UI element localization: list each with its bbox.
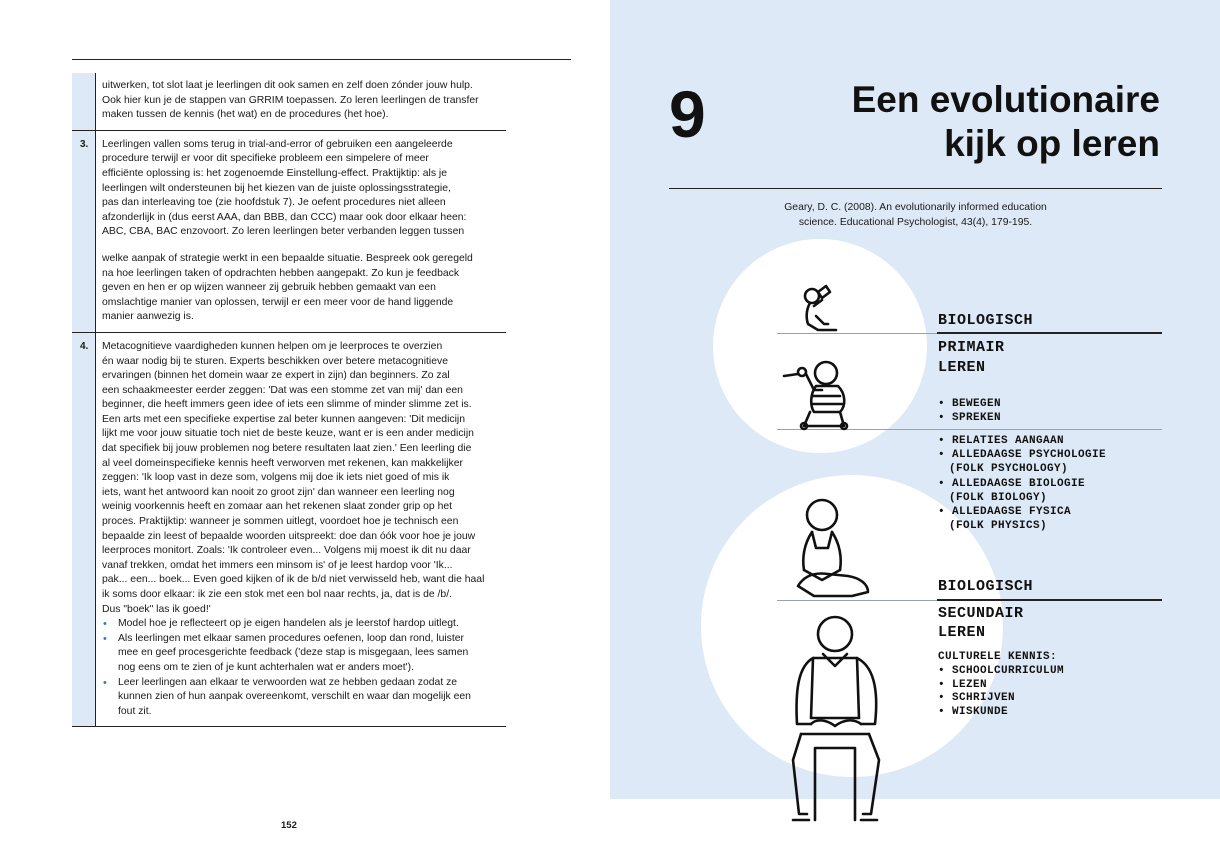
baby-head [805, 289, 819, 303]
list-item: • SCHRIJVEN [938, 692, 1016, 705]
secondary-heading-3: LEREN [938, 624, 986, 641]
list-item: (FOLK PSYCHOLOGY) [949, 463, 1069, 476]
text-line: • Als leerlingen met elkaar samen procedures oefenen, loop dan rond, luister [118, 632, 464, 644]
list-item: • SPREKEN [938, 412, 1002, 425]
bullet-item [102, 632, 504, 676]
girl-head [807, 500, 837, 530]
text-line: leerproces monitort. Zoals: 'Ik controleer even... Volgens mij moest ik dit nu daar [102, 545, 471, 557]
page-number: 152 [281, 820, 297, 831]
adult-hands [811, 720, 861, 726]
primary-list-b [938, 434, 1106, 533]
microphone-cable [784, 374, 798, 376]
text-line: kunnen zien of hun aanpak overeenkomt, verschilt en waar dan mogelijk een [118, 691, 471, 703]
top-rule [72, 59, 571, 60]
shirt-stripes [812, 396, 842, 404]
chapter-title-line: kijk op leren [944, 123, 1160, 164]
list-item: CULTURELE KENNIS: [938, 651, 1058, 663]
text-line: welke aanpak of strategie werkt in een bepaalde situatie. Bespreek ook geregeld [102, 252, 473, 264]
secondary-heading-2: SECUNDAIR [938, 605, 1024, 622]
child-head [815, 362, 837, 384]
text-line: zeggen: 'Ik loop vast in deze som, volgens mij doe ik iets niet goed of mis ik [102, 472, 450, 484]
chair [815, 748, 855, 820]
text-line: dat specifiek bij jouw problemen nog betere resultaten laat zien.' Een leerling die [102, 443, 472, 455]
text-line: fout zit. [118, 705, 152, 717]
microphone-head [798, 368, 806, 376]
adult-head [818, 617, 852, 651]
text-line: afzonderlijk in (dus eerst AAA, dan BBB, dan CCC) maar ook door elkaar heen: [102, 211, 467, 223]
list-item: • ALLEDAAGSE BIOLOGIE [938, 477, 1086, 490]
child-legs [804, 412, 844, 426]
chapter-number: 9 [669, 77, 706, 151]
table-row [72, 131, 506, 333]
bullet-item [102, 676, 504, 720]
adult-collar [823, 654, 847, 666]
text-line: maken tussen de kennis (het wat) en de procedures (het hoe). [102, 109, 389, 121]
text-line: weinig voorkennis heeft en zomaar aan het rekenen slaat zonder grip op het [102, 501, 453, 513]
text-line: al veel domeinspecifieke kennis heeft verworven met rekenen, kan makkelijker [102, 457, 463, 469]
text-line: manier aanwezig is. [102, 311, 194, 323]
chapter-title-line: Een evolutionaire [851, 79, 1160, 120]
text-line: proces. Praktijktip: wanneer je sommen uitlegt, voordoet hoe je technisch een [102, 516, 459, 528]
list-item: • BEWEGEN [938, 398, 1002, 410]
list-item: • LEZEN [938, 678, 988, 691]
text-line: én waar nodig bij te sturen. Experts beschikken over betere metacognitieve [102, 355, 448, 367]
list-item: • WISKUNDE [938, 706, 1009, 719]
text-line: een schaakmeester eerder zeggen: 'Dat was een stomme zet van mij' dan een [102, 384, 463, 396]
text-line: Ook hier kun je de stappen van GRRIM toepassen. Zo leren leerlingen de transfer [102, 94, 479, 106]
row-text [102, 73, 506, 130]
secondary-heading-1: BIOLOGISCH [938, 578, 1034, 595]
text-line: procedure terwijl er voor dit specifieke probleem een simpelere of meer [102, 153, 429, 165]
text-line: Metacognitieve vaardigheden kunnen helpen om je leerproces te overzien [102, 340, 443, 352]
baby-body [807, 303, 836, 330]
girl-crossed-legs [798, 574, 868, 597]
text-line: Dus "boek" las ik goed!' [102, 603, 211, 615]
bullet-item [102, 617, 504, 632]
text-line: lijkt me voor jouw situatie toch niet de beste keuze, want er is een ander medicijn [102, 428, 474, 440]
text-line: uitwerken, tot slot laat je leerlingen dit ook samen en zelf doen zónder jouw hulp. [102, 80, 473, 91]
reference-line: Geary, D. C. (2008). An evolutionarily informed education [784, 202, 1047, 213]
baby-bottle [818, 286, 830, 298]
primary-heading-2: PRIMAIR [938, 339, 1005, 356]
girl-top [812, 532, 832, 548]
child-microphone-icon [782, 360, 852, 432]
row-text [102, 333, 506, 726]
primary-heading-1: BIOLOGISCH [938, 312, 1034, 329]
baby-leg [816, 316, 828, 324]
text-line: beginner, die heeft immers geen idee of iets een slimme of minder slimme zet is. [102, 399, 472, 411]
reference [669, 201, 1162, 230]
divider-line [937, 599, 1162, 601]
list-item: (FOLK PHYSICS) [949, 520, 1048, 533]
list-item: • SCHOOLCURRICULUM [938, 664, 1065, 677]
text-line: bepaalde zin leest of bepaalde woorden uitspreekt: doe dan óók voor hoe je jouw [102, 530, 476, 542]
table-row [72, 333, 506, 727]
text-line: ABC, CBA, BAC enzovoort. Zo leren leerlingen beter verbanden leggen tussen [102, 226, 465, 238]
secondary-list [938, 651, 1064, 720]
list-item: (FOLK BIOLOGY) [949, 491, 1048, 504]
text-line: pak... een... boek... Even goed kijken of ik de b/d niet verwisseld heb, want die haal [102, 574, 485, 586]
adult-legs [793, 734, 879, 814]
text-line: • Model hoe je reflecteert op je eigen handelen als je leerstof hardop uitlegt. [118, 618, 459, 630]
text-line: na hoe leerlingen taken of opdrachten hebben aangepakt. Zo kun je feedback [102, 267, 460, 279]
adult-arms [797, 658, 877, 724]
row-number: 4. [80, 340, 89, 352]
text-line: mee en geef procesgerichte feedback ('deze stap is misgegaan, lees samen [118, 647, 469, 659]
text-line: omslachtige manier van oplossen, terwijl er een meer voor de hand liggende [102, 296, 454, 308]
row-number: 3. [80, 138, 89, 150]
list-item: • RELATIES AANGAAN [938, 435, 1065, 447]
number-column [72, 73, 96, 130]
tips-table [72, 73, 506, 727]
text-line: iets, want het antwoord kan nooit zo groot zijn' dan wanneer een leerling nog [102, 486, 455, 498]
text-line: leerlingen wilt ondersteunen bij het kiezen van de juiste oplossingsstrategie, [102, 182, 451, 194]
table-row [72, 73, 506, 131]
baby-drinking-icon [798, 284, 844, 334]
text-line: • Leer leerlingen aan elkaar te verwoorden wat ze hebben gedaan zodat ze [118, 676, 458, 688]
chapter-title [800, 78, 1160, 166]
primary-list-a [938, 397, 1001, 425]
divider-line [937, 332, 1162, 334]
girl-torso [803, 532, 840, 570]
reference-line: science. Educational Psychologist, 43(4), 179-195. [798, 216, 1033, 228]
primary-heading-3: LEREN [938, 359, 986, 376]
text-line: nog eens om te zien of je kunt achterhalen wat er anders moet'). [118, 661, 414, 673]
text-line: ik soms door elkaar: ik zie een stok met een bol naar rechts, ja, dat is de /b/. [102, 589, 452, 600]
text-line: ervaringen (binnen het domein waar ze expert in zijn) dan beginners. Zo zal [102, 370, 450, 382]
list-item: • ALLEDAAGSE PSYCHOLOGIE [938, 449, 1107, 462]
text-line: vanaf trekken, omdat het immers een minsom is' of je leest hardop voor 'Ik... [102, 559, 453, 571]
text-line: Leerlingen vallen soms terug in trial-and-error of gebruiken een aangeleerde [102, 138, 453, 150]
title-rule [669, 188, 1162, 189]
text-line: pas dan interleaving toe (zie hoofdstuk 7). Je oefent procedures niet alleen [102, 197, 446, 209]
text-line: efficiënte oplossing is: het zogenoemde Einstellung-effect. Praktijktip: als je [102, 167, 448, 179]
list-item: • ALLEDAAGSE FYSICA [938, 506, 1072, 519]
text-line: Een arts met een specifieke expertise zal beter kunnen aangeven: 'Dit medicijn [102, 413, 465, 425]
sitting-girl-icon [794, 498, 872, 602]
adult-on-chair-icon [787, 614, 887, 828]
text-line: geven en hen er op wijzen wanneer zij gebruik hebben gemaakt van een [102, 282, 436, 294]
number-column [72, 333, 96, 726]
number-column [72, 131, 96, 332]
row-text [102, 131, 506, 332]
